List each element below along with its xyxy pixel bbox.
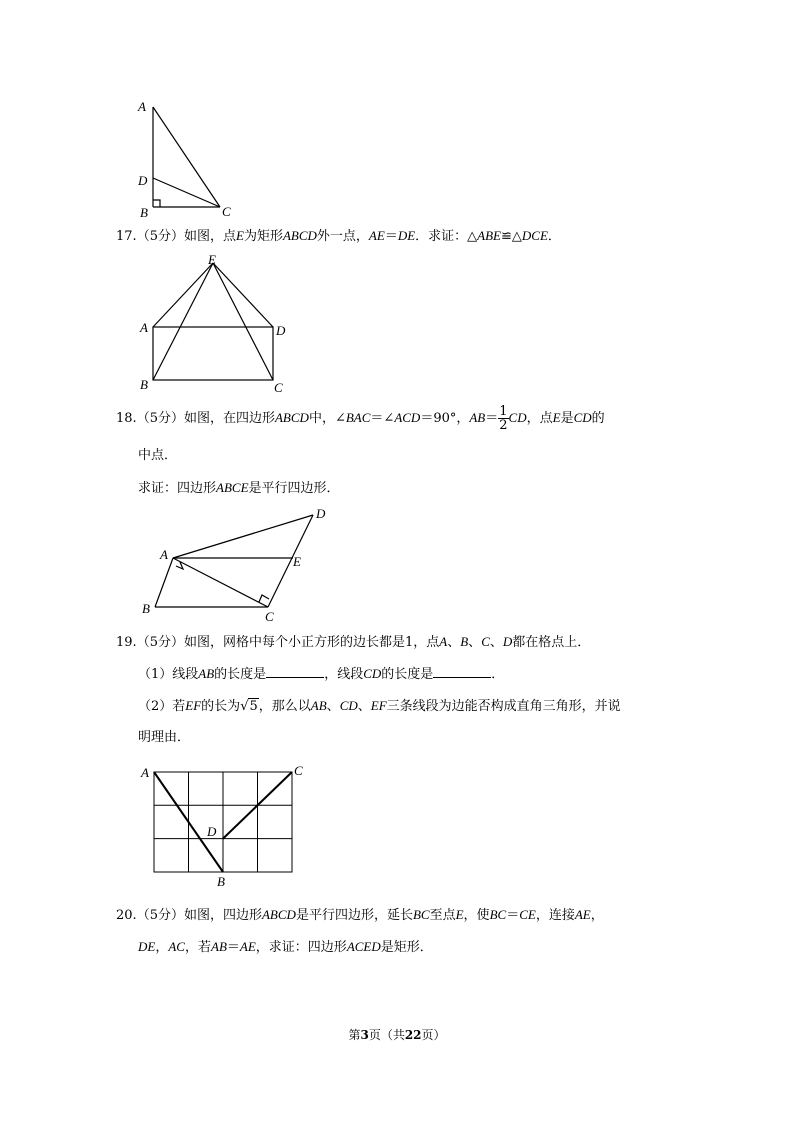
question-18-prove: 求证：四边形ABCE是平行四边形． — [138, 480, 340, 496]
label-c: C — [274, 380, 283, 395]
label-c: C — [222, 204, 231, 219]
answer-blank-cd[interactable] — [433, 665, 491, 678]
fraction-one-half: $\frac{1}{2}$ — [499, 404, 508, 433]
label-a: A — [138, 99, 146, 114]
question-score: （5分） — [136, 908, 184, 923]
question-19-part1: （1）线段AB的长度是 ，线段CD的长度是 ． — [138, 666, 505, 682]
label-a: A — [160, 547, 168, 562]
label-b: B — [217, 874, 225, 889]
figure-19-grid — [136, 760, 316, 890]
question-18-line2: 中点． — [138, 448, 178, 463]
page-total: 22 — [404, 1028, 422, 1042]
label-e: E — [208, 252, 216, 267]
label-c: C — [265, 609, 274, 624]
label-e: E — [293, 554, 301, 569]
question-score: （5分） — [136, 411, 184, 426]
label-b: B — [140, 377, 148, 392]
question-score: （5分） — [136, 229, 184, 244]
question-19-part2-line2: 明理由． — [138, 730, 191, 745]
sqrt-five: √5 — [240, 699, 258, 714]
question-number: 18. — [116, 411, 137, 426]
figure-18-quadrilateral — [135, 505, 345, 625]
question-number: 17. — [116, 229, 137, 244]
question-20: 20.（5分）如图，四边形ABCD是平行四边形，延长BC至点E，使BC＝CE，连接AE， — [116, 907, 604, 923]
answer-blank-ab[interactable] — [266, 665, 324, 678]
page-footer: 第3页（共22页） — [348, 1028, 446, 1042]
question-19-part2: （2）若EF的长为√5，那么以AB、CD、EF三条线段为边能否构成直角三角形，并说 — [138, 698, 621, 714]
question-number: 20. — [116, 908, 137, 923]
label-d: D — [207, 824, 217, 839]
question-20-line2: DE，AC，若AB＝AE，求证：四边形ACED是矩形． — [138, 939, 433, 955]
label-b: B — [140, 205, 148, 220]
figure-16-triangle — [130, 92, 250, 222]
label-a: A — [140, 320, 148, 335]
question-score: （5分） — [136, 635, 184, 650]
page-number: 3 — [360, 1028, 369, 1042]
question-17: 17.（5分）如图，点E为矩形ABCD外一点，AE＝DE．求证：△ABE≌△DCE． — [116, 228, 561, 244]
label-d: D — [316, 506, 326, 521]
label-d: D — [138, 173, 148, 188]
label-d: D — [276, 323, 286, 338]
figure-17-rectangle — [130, 250, 300, 400]
label-c: C — [294, 763, 303, 778]
question-18: 18.（5分）如图，在四边形ABCD中，∠BAC＝∠ACD＝90°，AB＝ $\frac{1}{2}$ CD，点E是CD的 — [116, 404, 605, 433]
label-b: B — [142, 601, 150, 616]
question-19: 19.（5分）如图，网格中每个小正方形的边长都是1，点A、B、C、D都在格点上． — [116, 634, 591, 650]
label-a: A — [141, 765, 149, 780]
question-number: 19. — [116, 635, 137, 650]
